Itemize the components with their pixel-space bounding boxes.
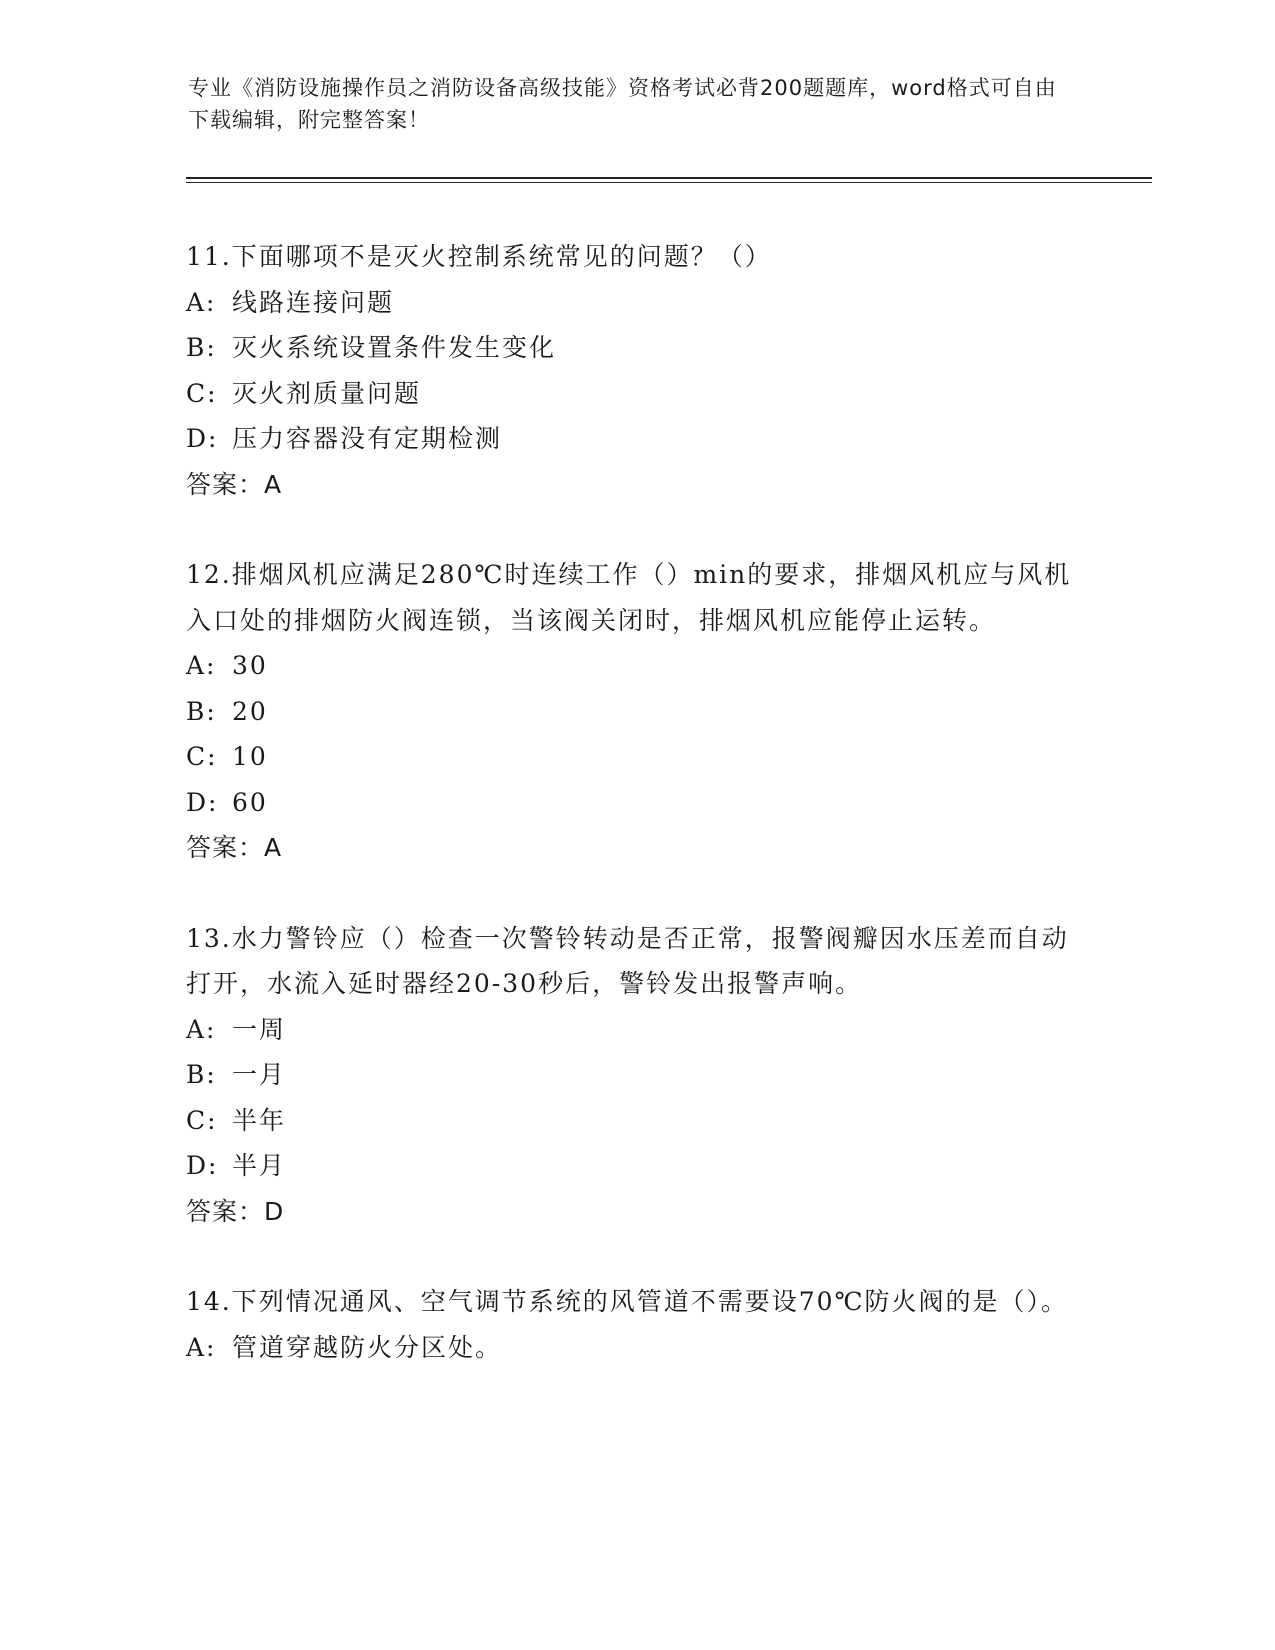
option-letter: D: [186,1151,219,1180]
question-list [186,234,1086,1415]
question-stem: 13.水力警铃应（）检查一次警铃转动是否正常，报警阀瓣因水压差而自动打开，水流入延时器经20-30秒后，警铃发出报警声响。 [186,923,1069,998]
answer-line: 答案：A [186,469,283,499]
answer-line: 答案：D [186,1196,285,1226]
option-text: 一周 [232,1014,287,1044]
option-d [186,780,1086,826]
option-d [186,416,1086,462]
question-12 [186,552,1086,871]
question-stem: 12.排烟风机应满足280℃时连续工作（）min的要求，排烟风机应与风机入口处的排烟防火阀连锁，当该阀关闭时，排烟风机应能停止运转。 [186,560,1072,635]
option-letter: A: [186,1332,217,1362]
option-letter: A: [186,287,217,317]
option-text: 压力容器没有定期检测 [232,424,503,453]
question-stem: 11.下面哪项不是灭火控制系统常见的问题？（） [186,242,772,271]
option-text: 灭火系统设置条件发生变化 [232,333,557,362]
header-divider-thin [186,182,1152,183]
option-text: 30 [232,651,268,680]
option-a [186,1325,1086,1371]
option-letter: B: [186,1060,217,1089]
question-11 [186,234,1086,507]
option-text: 灭火剂质量问题 [232,378,422,408]
header-title: 专业《消防设施操作员之消防设备高级技能》资格考试必背200题题库，word格式可自由下载编辑，附完整答案！ [188,76,1057,132]
option-letter: D: [186,424,219,453]
option-letter: C: [186,742,218,771]
answer-line: 答案：A [186,833,283,862]
question-stem: 14.下列情况通风、空气调节系统的风管道不需要设70℃防火阀的是（）。 [186,1287,1069,1316]
option-c [186,1098,1086,1144]
option-text: 10 [232,742,268,771]
option-b [186,325,1086,371]
option-b [186,1052,1086,1098]
option-b [186,689,1086,735]
option-letter: B: [186,333,217,362]
option-d [186,1143,1086,1189]
option-text: 半月 [232,1151,287,1180]
option-text: 半年 [232,1105,287,1135]
option-letter: A: [186,1014,217,1044]
question-13 [186,916,1086,1235]
option-c [186,371,1086,417]
header-divider-thick [186,177,1152,179]
option-letter: C: [186,1105,218,1135]
option-letter: B: [186,696,217,726]
option-a [186,643,1086,689]
option-text: 一月 [232,1060,287,1089]
option-c [186,734,1086,780]
option-text: 20 [232,696,268,726]
option-text: 线路连接问题 [232,287,395,317]
option-letter: C: [186,378,218,408]
document-header [188,72,1068,136]
option-letter: A: [186,651,217,680]
option-text: 管道穿越防火分区处。 [232,1332,503,1362]
question-14 [186,1279,1086,1370]
option-text: 60 [232,787,268,817]
option-a [186,280,1086,326]
option-letter: D: [186,787,219,817]
option-a [186,1007,1086,1053]
